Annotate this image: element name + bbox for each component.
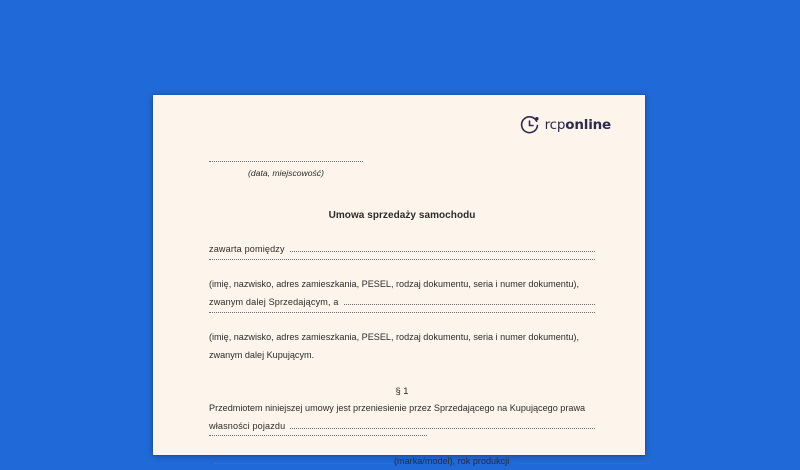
- section-1-line-1-text: Przedmiotem niniejszej umowy jest przeniesienie przez Sprzedającego na Kupującego prawa: [209, 402, 586, 413]
- vehicle-entry-line[interactable]: [209, 418, 595, 436]
- seller-designation-line[interactable]: [209, 294, 595, 312]
- seller-dotted-line-2: [209, 259, 595, 260]
- seller-entry-label: zawarta pomiędzy: [209, 244, 285, 255]
- logo-text-rcp: rcp: [544, 116, 566, 133]
- section-1-line-1: [209, 400, 595, 418]
- vehicle-model-year-line[interactable]: [209, 453, 595, 470]
- document-page: [153, 95, 645, 466]
- seller-entry-line[interactable]: [209, 241, 595, 259]
- buyer-dotted-line: [344, 304, 595, 305]
- intro-paragraph: [209, 241, 595, 364]
- vehicle-model-dotted-line: [214, 463, 394, 464]
- seller-parties-note-text: (imię, nazwisko, adres zamieszkania, PESEL, rodzaj dokumentu, seria i numer dokumentu),: [209, 279, 579, 290]
- vehicle-entry-label: własności pojazdu: [209, 420, 286, 431]
- buyer-parties-note-text: (imię, nazwisko, adres zamieszkania, PESEL, rodzaj dokumentu, seria i numer dokumentu),: [209, 332, 579, 343]
- buyer-designation-line: [209, 347, 595, 365]
- seller-parties-note: [209, 276, 595, 294]
- date-dotted-line: [209, 161, 363, 162]
- vehicle-dotted-line-2: [209, 435, 427, 436]
- seller-dotted-line: [290, 251, 595, 252]
- document-body: [209, 161, 595, 470]
- seller-entry-line-2[interactable]: [209, 259, 595, 277]
- vehicle-model-note: (marka/model), rok produkcji: [394, 455, 510, 466]
- rcponline-logo[interactable]: [520, 116, 611, 135]
- buyer-entry-line-2[interactable]: [209, 312, 595, 330]
- logo-text-online: online: [565, 116, 611, 133]
- clock-icon: [520, 116, 539, 135]
- section-1-heading: § 1: [395, 385, 409, 397]
- buyer-designation-label: zwanym dalej Kupującym.: [209, 349, 315, 360]
- vehicle-year-dotted-line: [514, 463, 649, 464]
- buyer-dotted-line-2: [209, 312, 595, 313]
- vehicle-entry-line-2[interactable]: [209, 435, 595, 453]
- seller-designation-label: zwanym dalej Sprzedającym, a: [209, 296, 339, 307]
- logo-wordmark: [544, 116, 611, 133]
- section-1-body: [209, 400, 595, 470]
- document-title: Umowa sprzedaży samochodu: [328, 209, 476, 221]
- buyer-parties-note: [209, 329, 595, 347]
- date-place-field[interactable]: [209, 161, 363, 183]
- date-place-caption: (data, miejscowość): [248, 168, 324, 178]
- vehicle-dotted-line: [290, 428, 595, 429]
